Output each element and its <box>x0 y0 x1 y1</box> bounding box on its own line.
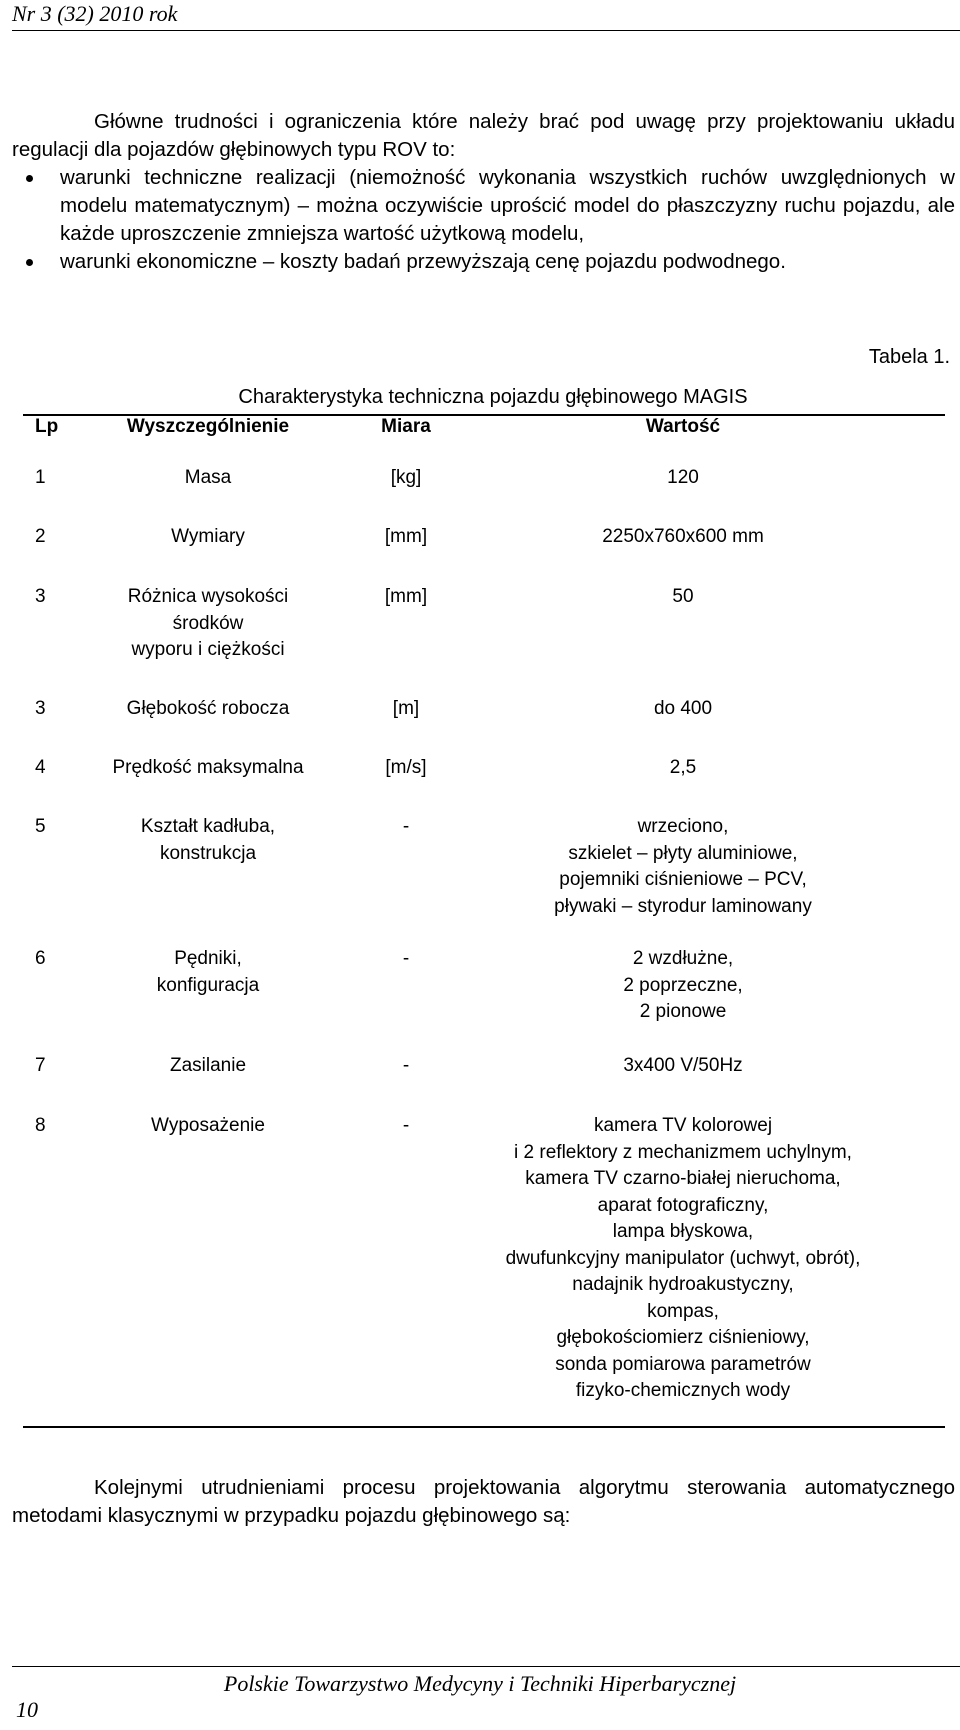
bullet-icon <box>26 175 33 182</box>
header-divider <box>12 30 960 31</box>
cell-value: 50 <box>672 586 694 607</box>
cell-value: 2250x760x600 mm <box>602 526 764 547</box>
cell-name: Głębokość robocza <box>126 698 290 719</box>
table-row <box>23 524 945 584</box>
followup-paragraph-text: Kolejnymi utrudnieniami procesu projektowania algorytmu sterowania automatycznego metodami klasycznymi w przypadku pojazdu głębinowego są: <box>12 1476 955 1527</box>
table-row <box>23 465 945 524</box>
cell-name: Prędkość maksymalna <box>112 757 304 778</box>
cell-unit: - <box>402 1055 410 1076</box>
cell-lp: 4 <box>35 757 46 778</box>
followup-paragraph <box>12 1474 955 1530</box>
header-name: Wyszczególnienie <box>126 416 290 437</box>
cell-unit: [m/s] <box>385 757 427 778</box>
society-footer: Polskie Towarzystwo Medycyny i Techniki Hiperbarycznej <box>223 1671 737 1696</box>
table-bottom-rule <box>23 1426 945 1428</box>
cell-name: Kształt kadłuba, konstrukcja <box>140 816 276 864</box>
cell-name: Wyposażenie <box>151 1115 265 1136</box>
list-item <box>12 248 955 276</box>
constraints-list <box>12 164 955 276</box>
intro-paragraph <box>12 108 955 164</box>
cell-unit: [mm] <box>384 526 428 547</box>
cell-name: Zasilanie <box>169 1055 247 1076</box>
bullet-icon <box>26 259 33 266</box>
cell-lp: 2 <box>35 526 46 547</box>
table-row <box>23 755 945 814</box>
cell-lp: 3 <box>35 698 46 719</box>
table-row <box>23 1053 945 1113</box>
table-row <box>23 946 945 1053</box>
cell-lp: 7 <box>35 1055 46 1076</box>
header-value: Wartość <box>645 416 721 437</box>
cell-unit: [mm] <box>384 586 428 607</box>
table-row <box>23 814 945 946</box>
cell-value: wrzeciono, szkielet – płyty aluminiowe, pojemniki ciśnieniowe – PCV, pływaki – styrodur laminowany <box>554 816 812 917</box>
header-lp: Lp <box>35 416 59 437</box>
cell-name: Masa <box>184 467 232 488</box>
cell-lp: 1 <box>35 467 46 488</box>
cell-name: Pędniki, konfiguracja <box>156 948 260 996</box>
cell-unit: - <box>402 816 410 837</box>
cell-lp: 6 <box>35 948 46 969</box>
specs-table <box>23 414 945 1428</box>
table-number: Tabela 1. <box>868 346 950 368</box>
page-number: 10 <box>16 1697 38 1722</box>
cell-value: 120 <box>667 467 699 488</box>
cell-lp: 5 <box>35 816 46 837</box>
journal-issue-header: Nr 3 (32) 2010 rok <box>12 1 178 26</box>
table-row <box>23 584 945 696</box>
table-row <box>23 696 945 755</box>
table-caption-text: Charakterystyka techniczna pojazdu głębinowego MAGIS <box>238 386 748 408</box>
cell-lp: 3 <box>35 586 46 607</box>
intro-paragraph-text: Główne trudności i ograniczenia które należy brać pod uwagę przy projektowaniu układu regulacji dla pojazdów głębinowych typu ROV to: <box>12 110 955 161</box>
cell-name: Różnica wysokości środków wyporu i ciężkości <box>127 586 289 660</box>
table-row <box>23 1113 945 1426</box>
table-header-row <box>23 416 945 465</box>
cell-unit: [kg] <box>390 467 422 488</box>
list-item-text: warunki ekonomiczne – koszty badań przewyższają cenę pojazdu podwodnego. <box>60 250 786 273</box>
cell-value: 3x400 V/50Hz <box>623 1055 743 1076</box>
cell-value: 2 wzdłużne, 2 poprzeczne, 2 pionowe <box>623 948 743 1022</box>
cell-lp: 8 <box>35 1115 46 1136</box>
cell-unit: [m] <box>392 698 420 719</box>
list-item-text: warunki techniczne realizacji (niemożność wykonania wszystkich ruchów uwzględnionych w modelu matematycznym) – można oczywiście uprościć model do płaszczyzny ruchu pojazdu, ale każde uproszczenie zmniejsza wartość użytkową modelu, <box>60 166 955 245</box>
footer-divider <box>12 1666 960 1667</box>
table-caption <box>0 385 960 409</box>
cell-value: kamera TV kolorowej i 2 reflektory z mechanizmem uchylnym, kamera TV czarno-białej nieruchoma, aparat fotograficzny, lampa błyskowa, dwufunkcyjny manipulator (uchwyt, obrót), nadajnik hydroakustyczny, kompas, głębokościomierz ciśnieniowy, sonda pomiarowa parametrów fizyko-chemicznych wody <box>505 1115 861 1401</box>
cell-value: 2,5 <box>669 757 697 778</box>
cell-unit: - <box>402 948 410 969</box>
cell-unit: - <box>402 1115 410 1136</box>
cell-name: Wymiary <box>171 526 245 547</box>
list-item <box>12 164 955 248</box>
cell-value: do 400 <box>653 698 713 719</box>
header-unit: Miara <box>381 416 431 437</box>
